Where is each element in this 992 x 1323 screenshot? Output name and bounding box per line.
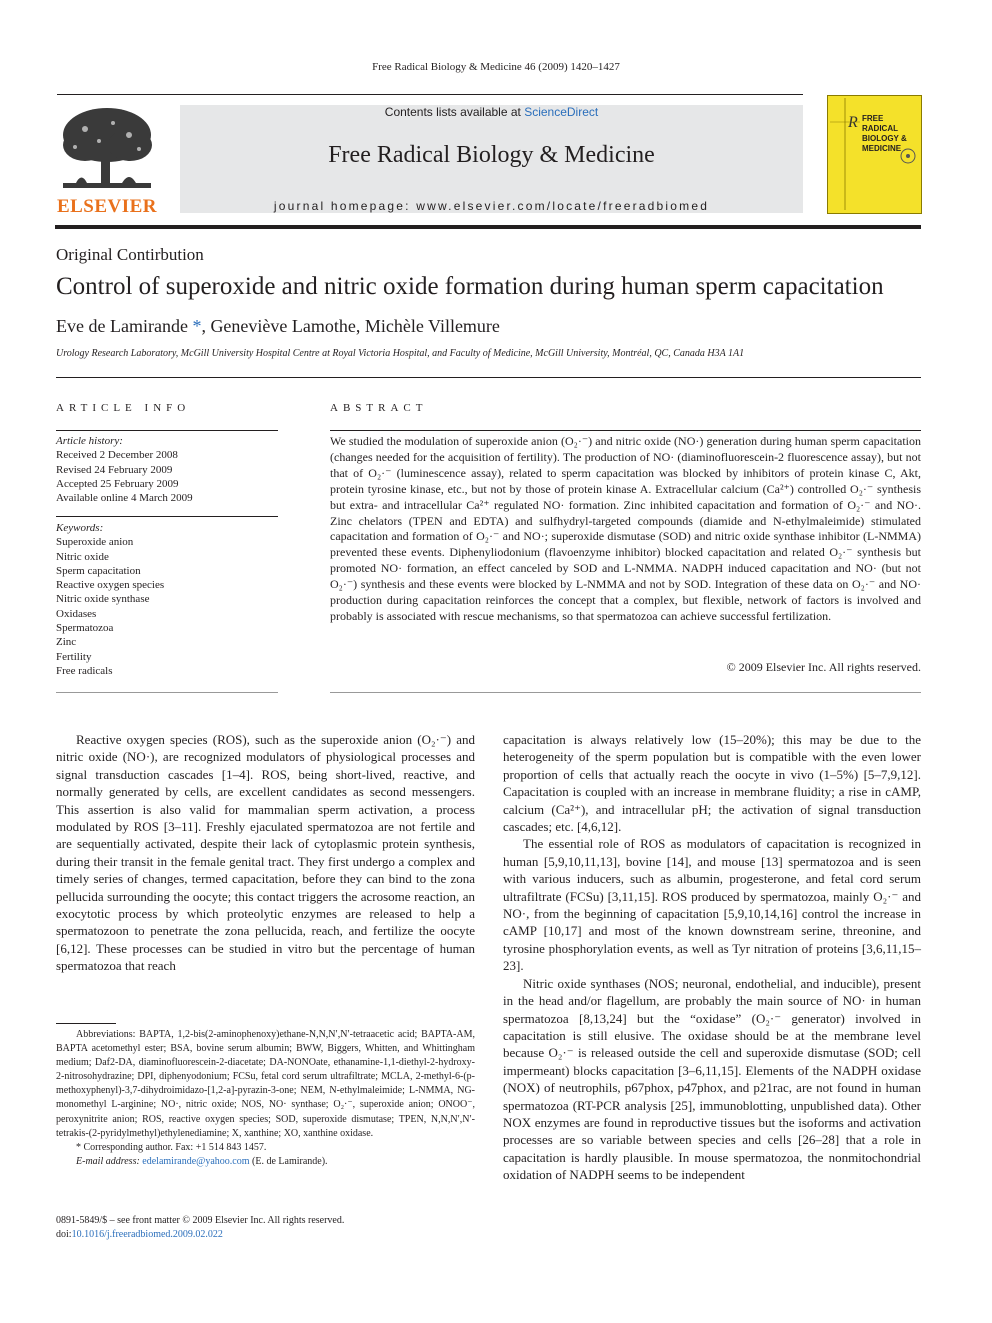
history-item: Accepted 25 February 2009 xyxy=(56,477,179,490)
article-history xyxy=(56,434,278,505)
publisher-name: ELSEVIER xyxy=(56,196,158,217)
body-paragraph: Reactive oxygen species (ROS), such as the superoxide anion (O₂·⁻) and nitric oxide (NO·), are recognized modulators of physiological processes and signal transduction cascades [1–4]. ROS, being short-lived, reactive, and normally generated by cells, are excellent candidates as second messengers. This assertion is also valid for mammalian sperm activation, a process modulated by ROS [3–11]. Freshly ejaculated spermatozoa are not fertile and are sequentially activated, despite their lack of cytoplasmic protein synthesis, during their transit in the female genital tract. They first undergo a complex and timely series of changes, termed capacitation, before they can bind to the zona pellucida surrounding the oocyte; this contact triggers the acrosome reaction, an exocytotic process by which proteolytic enzymes are released to help a spermatozoon to penetrate the zona pellucida, reach, and fertilize the oocyte [6,12]. These processes can be studied in vitro but the percentage of human spermatozoa that reach xyxy=(56,732,475,974)
keyword-item: Free radicals xyxy=(56,664,113,677)
header-thick-rule xyxy=(55,225,921,229)
email-link[interactable]: edelamirande@yahoo.com xyxy=(142,1155,250,1167)
doi-line xyxy=(56,1228,344,1242)
corresponding-author-link[interactable]: * xyxy=(192,316,202,336)
doi-prefix: doi: xyxy=(56,1229,72,1240)
divider xyxy=(330,430,921,431)
cover-title: FREE RADICAL BIOLOGY & MEDICINE xyxy=(862,114,907,153)
abbreviations-footnote: Abbreviations: BAPTA, 1,2-bis(2-aminophenoxy)ethane-N,N,N′,N′-tetraacetic acid; BAPTA-AM, BAPTA acetomethyl ester; BSA, bovine serum albumin; BWW, Biggers, Whitten, and Whittingham medium; Daf2-DA, diaminofluorescein-2-diacetate; DA-NONOate, ethanamine-1,1-diethyl-2-hydroxy-2-nitrosohydrazine; DPI, diphenyodonium; FCSu, fetal cord serum ultrafiltrate; MCLA, 2-methyl-6-(p-methoxyphenyl)-3,7-dihydroimidazo-[1,2-a]-pyrazin-3-one; NEM, N-ethylmaleimide; L-NMMA, NG-monomethyl L-arginine; NO·, nitric oxide; NOS, NO· synthase; O₂·⁻, superoxide anion; ONOO⁻, peroxynitrite anion; ROS, reactive oxygen species; SOD, superoxide dismutase; TPEN, N,N,N′,N′-tetrakis-(2-pyridylmethyl)ethylenediamine; X, xanthine; XO, xanthine oxidase. xyxy=(56,1029,475,1139)
doi-link[interactable]: 10.1016/j.freeradbiomed.2009.02.022 xyxy=(71,1229,223,1240)
sciencedirect-link[interactable]: ScienceDirect xyxy=(524,105,599,119)
affiliation: Urology Research Laboratory, McGill University Hospital Centre at Royal Victoria Hospital, and Faculty of Medicine, McGill University, Montréal, QC, Canada H3A 1A1 xyxy=(56,348,745,359)
history-item: Available online 4 March 2009 xyxy=(56,492,193,505)
cover-emblem-icon xyxy=(898,146,918,166)
divider xyxy=(56,377,921,378)
keywords-label: Keywords: xyxy=(56,522,104,534)
footnote-rule xyxy=(56,1023,116,1024)
keyword-item: Oxidases xyxy=(56,607,97,620)
divider xyxy=(330,692,921,693)
body-paragraph: Nitric oxide synthases (NOS; neuronal, endothelial, and inducible), present in the head and/or flagellum, are probably the main source of NO· in human spermatozoa [8,13,24] but the “oxidase” (O₂·⁻ generator) involved in capacitation is still elusive. The oxidase should be at the membrane level because O₂·⁻ is released outside the cell and superoxide dismutase (SOD; cell impermeant) blocks capacitation [3–6,11,15]. Elements of the NADPH oxidase (NOX) of neutrophils, p67phox, p47phox, and p21rac, are not found in human spermatozoa (RT-PCR analysis [25], immunoblotting, unpublished data). Other NOX enzymes are found in reproductive tissues but the isoforms and activation processes are so variable between species and cells [26–28] that a role in capacitation is hardly plausible. In mouse spermatozoa, the nonmitochondrial oxidation of NADPH seems to be independent xyxy=(503,975,921,1183)
body-paragraph: capacitation is always relatively low (15–20%); this may be due to the heterogeneity of the sperm population but is compatible with the even lower proportion of cells that actually reach the oocyte in vivo (1–5%) [5–7,9,12]. Capacitation is coupled with an increase in membrane fluidity; a rise in cAMP, calcium (Ca²⁺), and intracellular pH; the activation of signal transduction cascades; etc. [4,6,12]. xyxy=(503,732,921,835)
journal-reference: Free Radical Biology & Medicine 46 (2009) 1420–1427 xyxy=(372,61,620,73)
email-suffix: (E. de Lamirande). xyxy=(249,1155,328,1167)
author-name: Eve de Lamirande xyxy=(56,316,188,336)
divider xyxy=(56,516,278,517)
email-label: E-mail address: xyxy=(76,1155,143,1167)
divider xyxy=(56,692,278,693)
journal-cover xyxy=(827,95,922,214)
issn-line: 0891-5849/$ – see front matter © 2009 Elsevier Inc. All rights reserved. xyxy=(56,1215,345,1226)
article-info-heading: ARTICLE INFO xyxy=(56,402,191,414)
divider xyxy=(56,430,278,431)
footnotes xyxy=(56,1028,475,1169)
header-rule xyxy=(57,94,803,95)
cover-logo-icon: R xyxy=(848,114,858,131)
cover-side-lines xyxy=(830,98,860,210)
history-item: Received 2 December 2008 xyxy=(56,449,178,462)
corresponding-author-footnote: * Corresponding author. Fax: +1 514 843 1457. xyxy=(76,1141,267,1153)
author-names: , Geneviève Lamothe, Michèle Villemure xyxy=(201,316,500,336)
keyword-item: Reactive oxygen species xyxy=(56,579,165,592)
keyword-item: Superoxide anion xyxy=(56,536,134,549)
journal-homepage[interactable]: journal homepage: www.elsevier.com/locate/freeradbiomed xyxy=(273,199,710,213)
abstract-text: We studied the modulation of superoxide anion (O₂·⁻) and nitric oxide (NO·) generation during human sperm capacitation (changes needed for the acquisition of fertility). The production of NO· (diaminofluorescein-2 fluorescence assay), but not that of O₂·⁻ (luminescence assay), related to sperm capacitation was blocked by inhibitors of protein kinase C, Akt, protein tyrosine kinase, etc., but not by those of protein kinase A. Extracellular calcium (Ca²⁺) controlled O₂·⁻ synthesis but extra- and intracellular Ca²⁺ regulated NO· formation. Zinc inhibited capacitation and formation of O₂·⁻ and NO·. Zinc chelators (TPEN and EDTA) and sulfhydryl-targeted compounds (diamide and N-ethylmaleimide) stimulated capacitation and formation of O₂·⁻ and NO·; superoxide dismutase (SOD) and nitric oxide synthase inhibitor (L-NMMA) prevented these events. Diphenyliodonium (flavoenzyme inhibitor) blocked capacitation and related O₂·⁻ synthesis but promoted NO· formation, an effect canceled by SOD and L-NMMA. NADPH induced capacitation and NO· (but not O₂·⁻) synthesis and these events were blocked by L-NMMA and not by SOD. Integration of these data on O₂·⁻ and NO· production during capacitation reinforces the concept that a complex, but flexible, network of factors is involved and probably is associated with rescue mechanisms, so that spermatozoa can achieve successful fertilization. xyxy=(330,434,921,623)
authors xyxy=(56,316,500,337)
keyword-item: Nitric oxide synthase xyxy=(56,593,150,606)
keyword-item: Zinc xyxy=(56,636,77,649)
history-label: Article history: xyxy=(56,435,123,447)
article-title: Control of superoxide and nitric oxide formation during human sperm capacitation xyxy=(56,273,884,300)
contents-prefix: Contents lists available at xyxy=(384,105,525,119)
keyword-item: Fertility xyxy=(56,650,92,663)
body-column-right xyxy=(503,731,921,1184)
copyright-notice: © 2009 Elsevier Inc. All rights reserved. xyxy=(726,660,921,674)
journal-title: Free Radical Biology & Medicine xyxy=(328,142,655,168)
keyword-item: Nitric oxide xyxy=(56,550,109,563)
contents-line xyxy=(180,105,803,119)
email-footnote xyxy=(56,1155,475,1169)
keyword-item: Spermatozoa xyxy=(56,622,114,635)
body-column-left xyxy=(56,731,475,975)
article-type: Original Contirbution xyxy=(56,245,204,264)
keyword-item: Sperm capacitation xyxy=(56,564,141,577)
abstract-heading: ABSTRACT xyxy=(330,402,428,414)
keywords xyxy=(56,521,278,678)
body-paragraph: The essential role of ROS as modulators of capacitation is recognized in human [5,9,10,11,13], bovine [14], and mouse [13] spermatozoa and is seen with various inducers, such as albumin, progesterone, and fetal cord serum ultrafiltrate (FCSu) [3,11,15]. ROS produced by spermatozoa, mainly O₂·⁻ and NO·, from the beginning of capacitation [5,9,10,14,16] control the increase in cAMP [10,17] and most of the known downstream serine, threonine, and tyrosine phosphorylation events, as well as Tyr nitration of proteins [3,6,11,15–23]. xyxy=(503,836,921,974)
history-item: Revised 24 February 2009 xyxy=(56,463,173,476)
issn-block xyxy=(56,1214,344,1242)
